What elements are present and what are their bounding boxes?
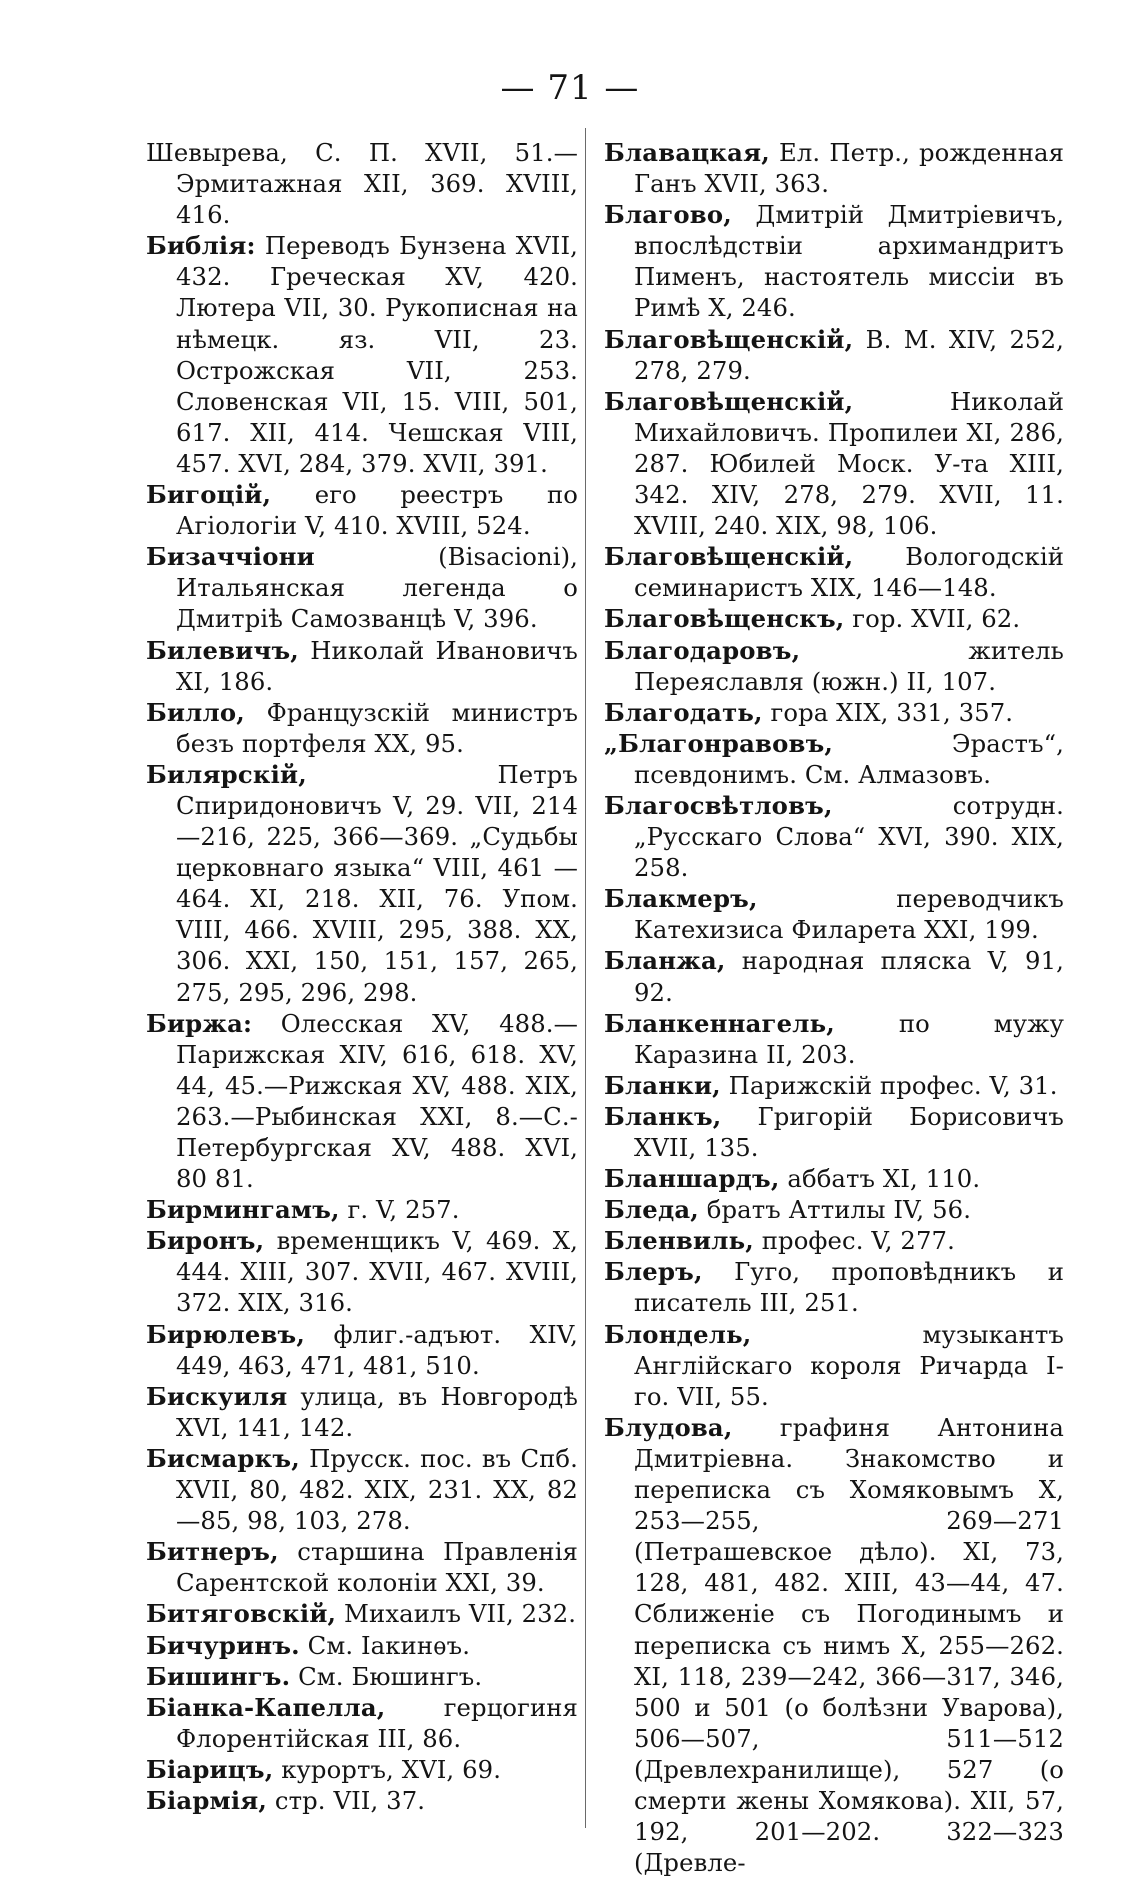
entry-heading: Благово,: [604, 200, 732, 230]
index-entry: [146, 1661, 578, 1692]
index-entry: [146, 635, 578, 697]
entry-heading: Благодаровъ,: [604, 635, 801, 665]
entry-text: Переводъ Бунзена XVII, 432. Греческая XV, 420. Лютера VII, 30. Рукописная на нѣмецк. яз. VII, 23. Острожская VII, 253. Словенская VII, 15. VIII, 501, 617. XII, 414. Чешская VIII, 457. XVI, 284, 379. XVII, 391.: [176, 231, 578, 478]
entry-text: Эрастъ“, псевдонимъ. См. Алмазовъ.: [634, 728, 1064, 789]
index-entry: [146, 479, 578, 541]
index-entry: [604, 728, 1064, 790]
entry-heading: Бигоцій,: [146, 480, 272, 510]
entry-text: г. V, 257.: [339, 1195, 460, 1225]
index-entry: [604, 137, 1064, 199]
entry-heading: Библія:: [146, 231, 256, 261]
entry-heading: Бленвиль,: [604, 1226, 754, 1256]
entry-heading: Бланшардъ,: [604, 1164, 780, 1194]
index-entry: [604, 386, 1064, 541]
entry-text: профес. V, 277.: [753, 1226, 955, 1256]
entry-text: улица, въ Новгородѣ XVI, 141, 142.: [176, 1381, 578, 1442]
entry-heading: Блакмеръ,: [604, 884, 758, 914]
entry-heading: Біармія,: [146, 1785, 268, 1815]
index-entry: [604, 883, 1064, 945]
entry-text: Французскій министръ безъ портфеля XX, 95.: [176, 697, 578, 758]
entry-heading: Бланкеннагель,: [604, 1008, 835, 1038]
entry-heading: Благодать,: [604, 697, 763, 727]
index-entry: [604, 1194, 1064, 1225]
index-entry: [146, 137, 578, 230]
entry-heading: „Благонравовъ,: [604, 728, 834, 758]
index-entry: [146, 1443, 578, 1536]
index-entry: [146, 1598, 578, 1629]
entry-heading: Біанка-Капелла,: [146, 1692, 386, 1722]
entry-heading: Билярскій,: [146, 759, 307, 789]
index-entry: [604, 1163, 1064, 1194]
entry-text: герцогиня Флорентійская III, 86.: [176, 1692, 578, 1753]
entry-text: (Bisacioni), Итальянская легенда о Дмитріѣ Самозванцѣ V, 396.: [176, 542, 578, 634]
entry-text: Григорій Борисовичъ XVII, 135.: [634, 1101, 1064, 1162]
entry-text: сотрудн. „Русскаго Слова“ XVI, 390. XIX, 258.: [634, 790, 1064, 883]
entry-heading: Біарицъ,: [146, 1754, 274, 1784]
entry-heading: Бисмаркъ,: [146, 1443, 300, 1473]
entry-text: гора XIX, 331, 357.: [762, 697, 1014, 727]
entry-heading: Благовѣщенскій,: [604, 386, 854, 416]
entry-text: флиг.-адъют. XIV, 449, 463, 471, 481, 510.: [176, 1319, 578, 1380]
entry-text: временщикъ V, 469. X, 444. XIII, 307. XVII, 467. XVIII, 372. XIX, 316.: [176, 1226, 578, 1318]
index-entry: [146, 1225, 578, 1318]
entry-heading: Биронъ,: [146, 1226, 265, 1256]
entry-text: курортъ, XVI, 69.: [273, 1754, 502, 1784]
entry-text: Гуго, проповѣдникъ и писатель III, 251.: [634, 1257, 1064, 1318]
entry-heading: Бланкъ,: [604, 1101, 722, 1131]
entry-text: по мужу Каразина II, 203.: [634, 1008, 1064, 1069]
index-entry: [604, 790, 1064, 883]
entry-text: См. Іакинѳъ.: [299, 1630, 471, 1660]
index-entry: [604, 1225, 1064, 1256]
index-entry: [604, 603, 1064, 634]
index-entry: [604, 1256, 1064, 1318]
entry-text: гор. XVII, 62.: [844, 604, 1021, 634]
entry-heading: Билло,: [146, 697, 245, 727]
left-column: [146, 137, 578, 1816]
entry-heading: Бирюлевъ,: [146, 1319, 306, 1349]
entry-text: стр. VII, 37.: [267, 1785, 426, 1815]
entry-heading: Битяговскій,: [146, 1599, 337, 1629]
entry-heading: Благовѣщенскій,: [604, 324, 854, 354]
index-entry: [604, 1008, 1064, 1070]
entry-text: См. Бюшингъ.: [290, 1661, 483, 1691]
index-entry: [146, 1008, 578, 1195]
entry-heading: Блудова,: [604, 1412, 733, 1442]
entry-heading: Блеръ,: [604, 1257, 703, 1287]
index-entry: [604, 697, 1064, 728]
index-entry: [146, 697, 578, 759]
index-entry: [146, 1536, 578, 1598]
entry-text: Олесская XV, 488.—Парижская XIV, 616, 618. XV, 44, 45.—Рижская XV, 488. XIX, 263.—Рыбинская XXI, 8.—С.-Петербургская XV, 488. XVI, 80 81.: [176, 1008, 578, 1194]
entry-text: народная пляска V, 91, 92.: [634, 946, 1064, 1007]
entry-heading: Блавацкая,: [604, 138, 770, 167]
entry-heading: Билевичъ,: [146, 635, 299, 665]
index-entry: [604, 1070, 1064, 1101]
index-entry: [604, 324, 1064, 386]
index-entry: [146, 1692, 578, 1754]
entry-heading: Битнеръ,: [146, 1537, 279, 1567]
index-entry: [146, 759, 578, 1008]
index-entry: [146, 1754, 578, 1785]
index-entry: [604, 199, 1064, 323]
entry-text: В. М. XIV, 252, 278, 279.: [634, 324, 1064, 385]
index-entry: [604, 635, 1064, 697]
entry-text: Дмитрій Дмитріевичъ, впослѣдствіи архимандритъ Пименъ, настоятель миссіи въ Римѣ X, 246.: [634, 200, 1064, 323]
entry-text: Петръ Спиридоновичъ V, 29. VII, 214—216, 225, 366—369. „Судьбы церковнаго языка“ VIII, 461 — 464. XI, 218. XII, 76. Упом. VIII, 466. XVIII, 295, 388. XX, 306. XXI, 150, 151, 157, 265, 275, 295, 296, 298.: [176, 759, 578, 1007]
page-number: — 71 —: [500, 68, 640, 108]
index-entry: [604, 541, 1064, 603]
entry-heading: Бишингъ.: [146, 1661, 291, 1691]
right-column: [604, 137, 1064, 1878]
index-entry: [146, 541, 578, 634]
entry-text: Шевырева, С. П. XVII, 51.—Эрмитажная XII, 369. XVIII, 416.: [146, 138, 578, 230]
entry-heading: Благовѣщенскъ,: [604, 604, 845, 634]
index-entry: [604, 945, 1064, 1007]
entry-text: аббатъ XI, 110.: [779, 1164, 981, 1194]
index-entry: [604, 1319, 1064, 1412]
entry-text: Ел. Петр., рожденная Ганъ XVII, 363.: [634, 138, 1064, 199]
entry-heading: Бледа,: [604, 1195, 699, 1225]
entry-heading: Бизаччіони: [146, 542, 315, 572]
entry-text: Вологодскій семинаристъ XIX, 146—148.: [634, 542, 1064, 603]
entry-text: Парижскій профес. V, 31.: [720, 1070, 1058, 1100]
entry-text: старшина Правленія Сарентской колоніи XXI, 39.: [176, 1537, 578, 1598]
entry-heading: Блондель,: [604, 1319, 752, 1349]
index-entry: [146, 1319, 578, 1381]
entry-text: житель Переяславля (южн.) II, 107.: [634, 635, 1064, 696]
index-entry: [146, 1194, 578, 1225]
column-divider: [585, 128, 586, 1828]
entry-text: музыкантъ Англійскаго короля Ричарда I-го. VII, 55.: [634, 1319, 1064, 1411]
entry-heading: Бичуринъ.: [146, 1630, 300, 1660]
entry-heading: Биржа:: [146, 1008, 253, 1038]
index-entry: [604, 1101, 1064, 1163]
entry-text: переводчикъ Катехизиса Филарета XXI, 199.: [634, 884, 1064, 945]
index-entry: [604, 1412, 1064, 1878]
index-entry: [146, 1630, 578, 1661]
entry-heading: Благосвѣтловъ,: [604, 790, 833, 820]
entry-heading: Бирмингамъ,: [146, 1195, 340, 1225]
entry-text: братъ Аттилы IV, 56.: [698, 1195, 972, 1225]
entry-text: Михаилъ VII, 232.: [336, 1599, 577, 1629]
entry-heading: Бланжа,: [604, 946, 726, 976]
index-entry: [146, 230, 578, 479]
index-entry: [146, 1785, 578, 1816]
entry-text: графиня Антонина Дмитріевна. Знакомство и переписка съ Хомяковымъ X, 253—255, 269—271 (Петрашевское дѣло). XI, 73, 128, 481, 482. XIII, 43—44, 47. Сближеніе съ Погодинымъ и переписка съ нимъ X, 255—262. XI, 118, 239—242, 366—317, 346, 500 и 501 (о болѣзни Уварова), 506—507, 511—512 (Древлехранилище), 527 (о смерти жены Хомякова). XII, 57, 192, 201—202. 322—323 (Древле-: [634, 1412, 1064, 1878]
entry-heading: Бискуиля: [146, 1381, 288, 1411]
entry-heading: Бланки,: [604, 1070, 721, 1100]
entry-text: его реестръ по Агіологіи V, 410. XVIII, 524.: [176, 480, 578, 541]
entry-text: Николай Ивановичъ XI, 186.: [176, 635, 578, 696]
index-entry: [146, 1381, 578, 1443]
entry-text: Николай Михайловичъ. Пропилеи XI, 286, 287. Юбилей Моск. У-та XIII, 342. XIV, 278, 279. XVII, 11. XVIII, 240. XIX, 98, 106.: [634, 386, 1064, 541]
entry-heading: Благовѣщенскій,: [604, 542, 854, 572]
entry-text: Прусск. пос. въ Спб. XVII, 80, 482. XIX, 231. XX, 82—85, 98, 103, 278.: [176, 1443, 578, 1536]
